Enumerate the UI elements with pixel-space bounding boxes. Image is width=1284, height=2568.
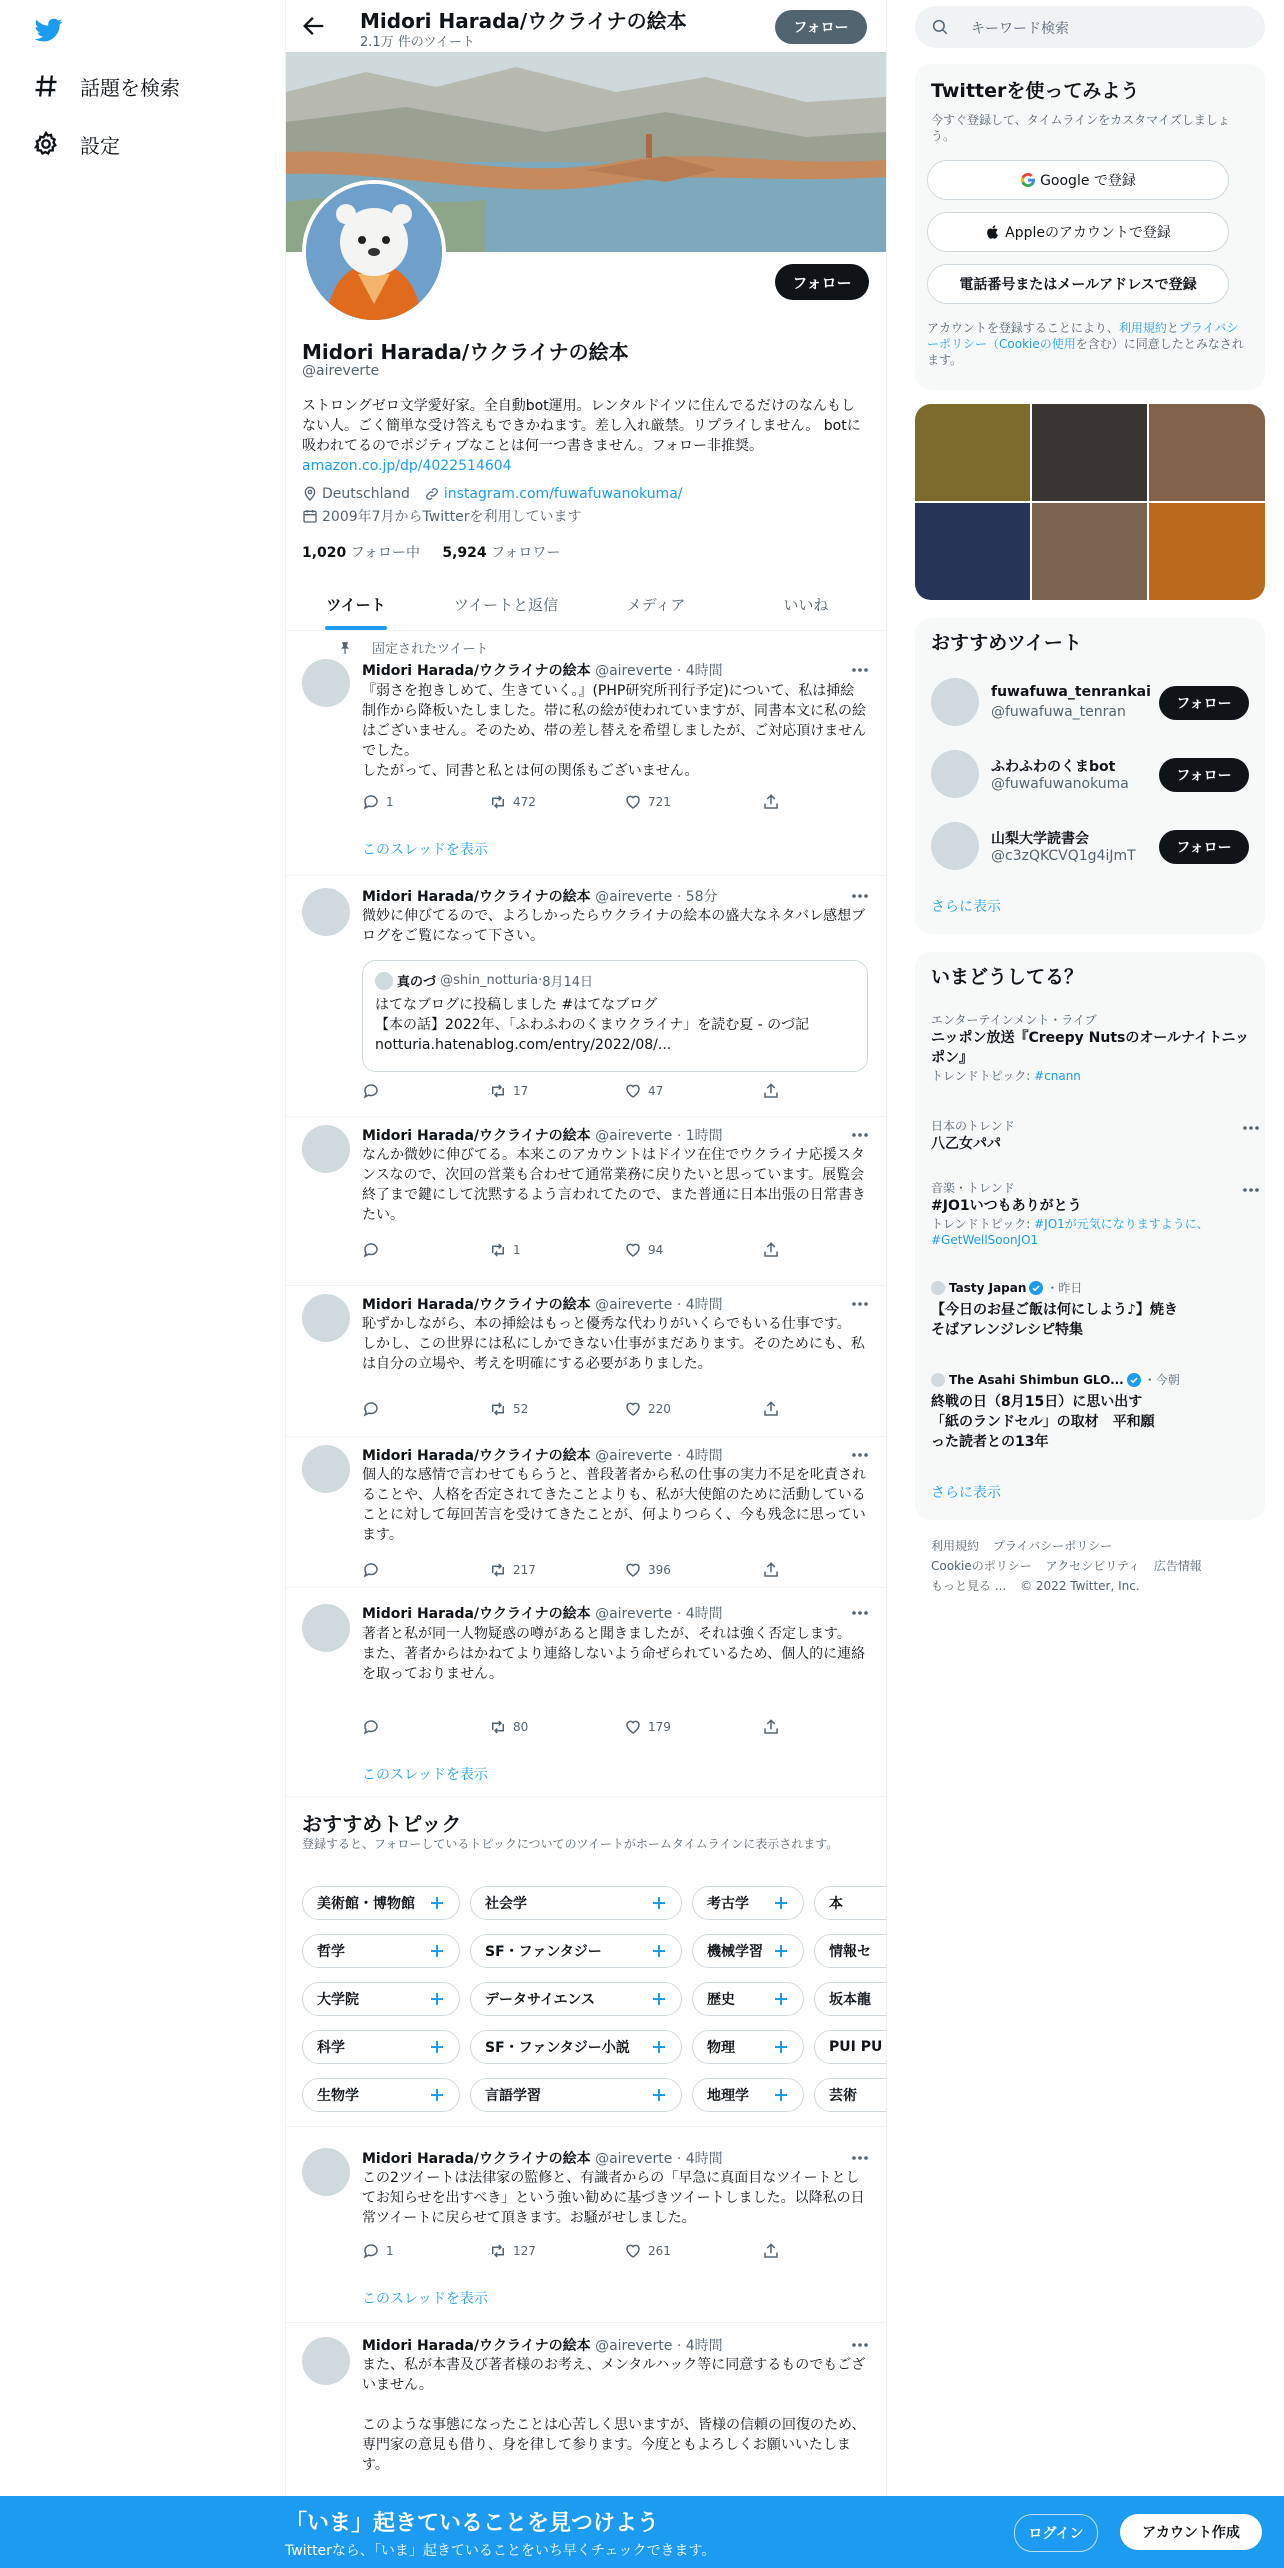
calendar-icon — [302, 508, 318, 524]
topic-chip[interactable]: データサイエンス — [470, 1982, 682, 2016]
footer-cookie-link[interactable]: Cookieのポリシー — [931, 1559, 1032, 1573]
heart-icon — [624, 1561, 642, 1579]
more-options-icon[interactable] — [850, 662, 870, 678]
reply-button[interactable] — [362, 1718, 386, 1736]
user-avatar[interactable] — [931, 750, 979, 798]
topic-chip[interactable]: 言語学習 — [470, 2078, 682, 2112]
more-options-icon[interactable] — [850, 2150, 870, 2166]
followers-link[interactable]: 5,924 フォロワー — [442, 545, 561, 561]
share-icon — [762, 1718, 780, 1736]
heart-icon — [624, 1241, 642, 1259]
tweet-actions — [362, 1241, 792, 1261]
gear-icon — [32, 130, 60, 158]
retweet-button[interactable]: 52 — [489, 1400, 528, 1418]
plus-icon — [649, 1893, 669, 1913]
search-input[interactable]: キーワード検索 — [971, 21, 1069, 37]
tweet-text: なんか微妙に伸びてる。本来このアカウントはドイツ在住でウクライナ応援スタンスなので、次回の営業も合わせて通常業務に戻りたいと思っています。展覧会終了まで鍵にして沈黙するよう言われてたので、また普通に日本出張の日常書きたい。 — [362, 1147, 866, 1223]
search-box[interactable] — [915, 6, 1265, 48]
tweet-actions — [362, 1082, 792, 1102]
show-more-link[interactable]: さらに表示 — [931, 899, 1001, 915]
tweet[interactable] — [286, 876, 886, 1117]
follow-button[interactable]: フォロー — [1159, 830, 1249, 864]
reply-button[interactable]: 1 — [362, 2242, 394, 2260]
more-options-icon[interactable] — [850, 1605, 870, 1621]
reply-button[interactable] — [362, 1561, 386, 1579]
footer-accessibility-link[interactable]: アクセシビリティ — [1045, 1559, 1141, 1573]
more-options-icon[interactable] — [1241, 1120, 1261, 1136]
plus-icon — [649, 2037, 669, 2057]
retweet-button[interactable]: 80 — [489, 1718, 528, 1736]
share-button[interactable] — [762, 1718, 786, 1736]
link-icon — [424, 486, 440, 502]
quoted-tweet-header: 真のづ @shin_notturia · 8月14日 — [375, 971, 593, 990]
topic-chip[interactable]: 哲学 — [302, 1934, 460, 1968]
follow-button[interactable]: フォロー — [1159, 758, 1249, 792]
tweet-text: 個人的な感情で言わせてもらうと、普段著者から私の仕事の実力不足を叱責されることや、人格を否定されてきたことよりも、私が大使館のために活動していることに対して毎回苦言を受けてきたことが、何よりつらく、今も残念に思っています。 — [362, 1467, 866, 1543]
media-thumbnail[interactable] — [915, 503, 1030, 600]
who-to-follow-item[interactable]: ふわふわのくまbot @fuwafuwanokuma フォロー — [915, 738, 1265, 810]
tweet-actions — [362, 1718, 792, 1738]
heart-icon — [624, 1400, 642, 1418]
retweet-icon — [489, 1718, 507, 1736]
share-icon — [762, 1082, 780, 1100]
signup-card — [915, 64, 1265, 390]
topic-chip[interactable]: 機械学習 — [692, 1934, 804, 1968]
trend-item[interactable]: 音楽・トレンド #JO1いつもありがとう トレンドトピック: #JO1が元気になりますように、#GetWellSoonJO1 — [931, 1180, 1251, 1248]
heart-icon — [624, 1082, 642, 1100]
verified-badge-icon — [1029, 1281, 1043, 1295]
tweet-avatar[interactable] — [302, 1294, 350, 1342]
like-button[interactable]: 220 — [624, 1400, 671, 1418]
tweet[interactable] — [286, 631, 886, 876]
more-options-icon[interactable] — [850, 1447, 870, 1463]
follow-button[interactable]: フォロー — [1159, 686, 1249, 720]
plus-icon — [427, 1941, 447, 1961]
trend-topic-link[interactable]: #JO1が元気になりますように、#GetWellSoonJO1 — [931, 1217, 1209, 1247]
topic-chip[interactable]: 情報セ — [814, 1934, 886, 1968]
more-options-icon[interactable] — [850, 888, 870, 904]
profile-bio-link[interactable]: amazon.co.jp/dp/4022514604 — [302, 458, 512, 474]
topic-chip[interactable]: 歴史 — [692, 1982, 804, 2016]
tweet-avatar[interactable] — [302, 1125, 350, 1173]
heart-icon — [624, 793, 642, 811]
topic-chip[interactable]: 社会学 — [470, 1886, 682, 1920]
bottom-bar-subtitle: Twitterなら、「いま」起きていることをいち早くチェックできます。 — [285, 2543, 716, 2559]
topic-chip[interactable]: SF・ファンタジー — [470, 1934, 682, 1968]
tweet-avatar[interactable] — [302, 2148, 350, 2196]
show-thread-link[interactable]: このスレッドを表示 — [362, 1767, 488, 1783]
search-icon — [931, 18, 949, 36]
tweet-avatar[interactable] — [302, 888, 350, 936]
tab-media[interactable]: メディア — [626, 595, 686, 614]
trends-card — [915, 952, 1265, 1520]
phone-email-signup-button[interactable]: 電話番号またはメールアドレスで登録 — [927, 264, 1229, 304]
plus-icon — [649, 1989, 669, 2009]
more-options-icon[interactable] — [850, 1127, 870, 1143]
reply-icon — [362, 1400, 380, 1418]
retweet-icon — [489, 1082, 507, 1100]
reply-icon — [362, 1082, 380, 1100]
header-follow-button[interactable]: フォロー — [775, 10, 867, 44]
quoted-tweet-text: はてなブログに投稿しました #はてなブログ 【本の話】2022年、「ふわふわのくまウクライナ」を読む夏 - のづ記 notturia.hatenablog.com/entry/2022/08/... — [375, 997, 810, 1053]
header-profile-name: Midori Harada/ウクライナの絵本 — [360, 9, 687, 33]
plus-icon — [427, 1893, 447, 1913]
who-to-follow-item[interactable]: fuwafuwa_tenrankai @fuwafuwa_tenran フォロー — [915, 666, 1265, 738]
quoted-avatar — [375, 972, 393, 990]
like-button[interactable]: 47 — [624, 1082, 663, 1100]
signup-legal-text: アカウントを登録することにより、利用規約とプライバシーポリシー（Cookieの使用を含む）に同意したとみなされます。 — [927, 321, 1244, 367]
tweet-header: Midori Harada/ウクライナの絵本 @aireverte · 4時間 — [362, 1606, 723, 1622]
plus-icon — [427, 2085, 447, 2105]
topic-chip[interactable]: 考古学 — [692, 1886, 804, 1920]
plus-icon — [771, 2085, 791, 2105]
cookie-link[interactable]: （Cookieの使用 — [987, 337, 1076, 351]
share-icon — [762, 1561, 780, 1579]
tweet[interactable] — [286, 1117, 886, 1286]
back-arrow-icon[interactable] — [300, 12, 328, 40]
heart-icon — [624, 1718, 642, 1736]
footer-terms-link[interactable]: 利用規約 — [931, 1539, 980, 1553]
tweet-avatar[interactable] — [302, 1445, 350, 1493]
tweet-header: Midori Harada/ウクライナの絵本 @aireverte · 58分 — [362, 889, 718, 905]
header-tweet-count: 2.1万 件のツイート — [360, 35, 475, 50]
footer-ads-link[interactable]: 広告情報 — [1153, 1559, 1202, 1573]
tweet[interactable] — [286, 1588, 886, 1797]
location-pin-icon — [302, 486, 318, 502]
nav-settings[interactable] — [32, 122, 120, 166]
nav-explore-label: 話題を検索 — [80, 75, 180, 100]
bottom-bar-title: 「いま」起きていることを見つけよう — [285, 2511, 660, 2536]
plus-icon — [771, 1893, 791, 1913]
more-options-icon[interactable] — [850, 2337, 870, 2353]
pin-icon — [338, 641, 352, 655]
show-thread-link[interactable]: このスレッドを表示 — [362, 842, 488, 858]
like-button[interactable]: 179 — [624, 1718, 671, 1736]
topic-chip[interactable]: 大学院 — [302, 1982, 460, 2016]
tweet-header: Midori Harada/ウクライナの絵本 @aireverte · 4時間 — [362, 663, 723, 679]
topic-chip[interactable]: 坂本龍 — [814, 1982, 886, 2016]
profile-follow-button[interactable]: フォロー — [775, 264, 869, 300]
tweet[interactable] — [286, 2136, 886, 2323]
who-to-follow-item[interactable]: 山梨大学読書会 @c3zQKCVQ1g4iJmT フォロー — [915, 810, 1265, 882]
more-options-icon[interactable] — [850, 1296, 870, 1312]
reply-button[interactable] — [362, 1400, 386, 1418]
share-icon — [762, 2242, 780, 2260]
retweet-icon — [489, 793, 507, 811]
tab-tweets[interactable]: ツイート — [326, 595, 386, 614]
nav-settings-label: 設定 — [80, 133, 120, 158]
share-button[interactable] — [762, 1400, 786, 1418]
topic-chip[interactable]: PUI PU — [814, 2030, 886, 2064]
media-thumbnail[interactable] — [1032, 404, 1147, 501]
topic-chip[interactable]: 物理 — [692, 2030, 804, 2064]
tweet-avatar[interactable] — [302, 659, 350, 707]
tab-likes[interactable]: いいね — [783, 595, 829, 614]
plus-icon — [771, 2037, 791, 2057]
show-more-link[interactable]: さらに表示 — [931, 1485, 1001, 1501]
heart-icon — [624, 2242, 642, 2260]
like-button[interactable]: 261 — [624, 2242, 671, 2260]
tweet-text: 恥ずかしながら、本の挿絵はもっと優秀な代わりがいくらでもいる仕事です。 しかし、この世界には私にしかできない仕事がまだあります。そのためにも、私は自分の立場や、考えを明確にする必要がありました。 — [362, 1316, 865, 1372]
share-icon — [762, 1241, 780, 1259]
trend-item[interactable]: エンターテインメント・ライブ ニッポン放送『Creepy Nutsのオールナイトニッポン』 トレンドトピック: #cnann — [931, 1013, 1249, 1083]
media-thumbnail[interactable] — [1149, 503, 1265, 600]
plus-icon — [649, 1941, 669, 1961]
tweet-text: また、私が本書及び著者様のお考え、メンタルハック等に同意するものでもございません。 このような事態になったことは心苦しく思いますが、皆様の信頼の回復のため、専門家の意見も借り、身を律して参ります。今度ともよろしくお願いいたします。 — [362, 2357, 866, 2473]
share-button[interactable] — [762, 1241, 786, 1259]
retweet-button[interactable]: 127 — [489, 2242, 536, 2260]
apple-signup-button[interactable]: Appleのアカウントで登録 — [927, 212, 1229, 252]
news-source-avatar — [931, 1373, 945, 1387]
tab-tweets-replies[interactable]: ツイートと返信 — [453, 595, 559, 614]
tweet-header: Midori Harada/ウクライナの絵本 @aireverte · 4時間 — [362, 1448, 723, 1464]
user-avatar[interactable] — [931, 678, 979, 726]
reply-icon — [362, 1241, 380, 1259]
share-button[interactable] — [762, 1561, 786, 1579]
like-button[interactable]: 94 — [624, 1241, 663, 1259]
share-icon — [762, 1400, 780, 1418]
topics-carousel — [286, 1886, 886, 2127]
profile-column — [285, 0, 887, 2568]
tweet-header: Midori Harada/ウクライナの絵本 @aireverte · 4時間 — [362, 2338, 723, 2354]
plus-icon — [771, 1989, 791, 2009]
topic-chip[interactable]: 美術館・博物館 — [302, 1886, 460, 1920]
signup-title: Twitterを使ってみよう — [931, 80, 1140, 102]
active-tab-indicator — [325, 626, 387, 630]
profile-avatar[interactable] — [302, 180, 446, 324]
retweet-button[interactable]: 1 — [489, 1241, 521, 1259]
google-icon — [1020, 172, 1036, 188]
news-item[interactable]: Tasty Japan ・昨日 【今日のお昼ご飯は何にしよう♪】焼きそばアレンジレシピ特集 — [931, 1281, 1178, 1338]
plus-icon — [427, 2037, 447, 2057]
profile-name: Midori Harada/ウクライナの絵本 — [302, 340, 629, 364]
reply-icon — [362, 793, 380, 811]
plus-icon — [649, 2085, 669, 2105]
tweet-avatar[interactable] — [302, 1604, 350, 1652]
footer-privacy-link[interactable]: プライバシーポリシー — [992, 1539, 1113, 1553]
create-account-button[interactable]: アカウント作成 — [1120, 2514, 1262, 2550]
trends-title: いまどうしてる？ — [931, 966, 1084, 988]
pinned-label: 固定されたツイート — [338, 638, 488, 657]
profile-joined — [302, 506, 581, 526]
tweet-actions — [362, 793, 792, 813]
topic-chip[interactable]: 生物学 — [302, 2078, 460, 2112]
recommended-title: おすすめツイート — [931, 632, 1082, 654]
retweet-button[interactable]: 217 — [489, 1561, 536, 1579]
like-button[interactable]: 721 — [624, 793, 671, 811]
twitter-logo-icon[interactable] — [33, 16, 65, 44]
topics-title: おすすめトピック — [302, 1812, 462, 1836]
profile-handle: @aireverte — [302, 363, 380, 379]
profile-joined-text: 2009年7月からTwitterを利用しています — [322, 509, 582, 525]
media-thumbnail[interactable] — [1149, 404, 1265, 501]
share-button[interactable] — [762, 2242, 786, 2260]
verified-badge-icon — [1127, 1373, 1141, 1387]
recommended-card — [915, 618, 1265, 934]
tweet-header: Midori Harada/ウクライナの絵本 @aireverte · 1時間 — [362, 1128, 723, 1144]
tweet-text: 『弱さを抱きしめて、生きていく。』(PHP研究所刊行予定)について、私は挿絵制作から降板いたしました。帯に私の絵が使われていますが、同書本文に私の絵はございません。そのため、帯の差し替えを希望しましたが、ご対応頂けませんでした。 したがって、同書と私とは何の関係もございません。 — [362, 683, 867, 779]
topic-chip[interactable]: 本 — [814, 1886, 886, 1920]
trend-topic-link[interactable]: #cnann — [1034, 1069, 1081, 1083]
hashtag-icon — [32, 72, 60, 100]
reply-button[interactable] — [362, 1241, 386, 1259]
tweet-actions — [362, 2242, 792, 2262]
share-button[interactable] — [762, 793, 786, 811]
profile-location: Deutschland — [322, 486, 410, 502]
news-item[interactable]: The Asahi Shimbun GLO... ・今朝 終戦の日（8月15日）に思い出す「紙のランドセル」の取材 平和願った読者との13年 — [931, 1373, 1180, 1450]
user-avatar[interactable] — [931, 822, 979, 870]
profile-tabs — [286, 578, 886, 631]
profile-follow-stats — [302, 542, 560, 562]
privacy-link[interactable]: プライバシーポリシー — [927, 321, 1239, 351]
topics-subtitle: 登録すると、フォローしているトピックについてのツイートがホームタイムラインに表示されます。 — [302, 1837, 839, 1851]
tweet[interactable] — [286, 2323, 886, 2503]
tweet-actions — [362, 1400, 792, 1420]
reply-icon — [362, 2242, 380, 2260]
footer-more-link[interactable]: もっと見る ... — [931, 1579, 1007, 1593]
reply-button[interactable]: 1 — [362, 793, 394, 811]
share-icon — [762, 793, 780, 811]
plus-icon — [427, 1989, 447, 2009]
signup-bottom-bar — [0, 2496, 1284, 2568]
tweet[interactable] — [286, 1437, 886, 1588]
reply-button[interactable] — [362, 1082, 386, 1100]
tweet-header: Midori Harada/ウクライナの絵本 @aireverte · 4時間 — [362, 2151, 723, 2167]
news-source-avatar — [931, 1281, 945, 1295]
tweet-actions — [362, 1561, 792, 1581]
profile-meta — [302, 486, 683, 502]
profile-header-bar — [286, 0, 886, 52]
media-grid — [915, 404, 1265, 600]
signup-subtitle: 今すぐ登録して、タイムラインをカスタマイズしましょう。 — [931, 113, 1230, 143]
terms-link[interactable]: 利用規約 — [1118, 321, 1167, 335]
like-button[interactable]: 396 — [624, 1561, 671, 1579]
footer-copyright: © 2022 Twitter, Inc. — [1020, 1579, 1140, 1593]
tweet-text: この2ツイートは法律家の監修と、有識者からの「早急に真面目なツイートとしてお知らせを出すべき」という強い勧めに基づきツイートしました。以降私の日常ツイートに戻らせて頂きます。お騒がせしました。 — [362, 2170, 865, 2226]
google-signup-button[interactable]: Google で登録 — [927, 160, 1229, 200]
show-thread-link[interactable]: このスレッドを表示 — [362, 2291, 488, 2307]
trend-item[interactable]: 日本のトレンド 八乙女パパ — [931, 1118, 1251, 1154]
retweet-icon — [489, 1241, 507, 1259]
reply-icon — [362, 1718, 380, 1736]
topic-chip[interactable]: 芸術 — [814, 2078, 886, 2112]
topic-chip[interactable]: 科学 — [302, 2030, 460, 2064]
retweet-button[interactable]: 17 — [489, 1082, 528, 1100]
retweet-button[interactable]: 472 — [489, 793, 536, 811]
tweet-header: Midori Harada/ウクライナの絵本 @aireverte · 4時間 — [362, 1297, 723, 1313]
topic-chip[interactable]: 地理学 — [692, 2078, 804, 2112]
share-button[interactable] — [762, 1082, 786, 1100]
plus-icon — [771, 1941, 791, 1961]
retweet-icon — [489, 1400, 507, 1418]
profile-bio-text: ストロングゼロ文学愛好家。全自動bot運用。レンタルドイツに住んでるだけのなんもしない人。ごく簡単な受け答えもできかねます。差し入れ厳禁。リプライしません。 botに吸われてるのでポジティブなことは何一つ書きません。フォロー非推奨。 — [302, 398, 861, 454]
profile-bio — [302, 396, 868, 476]
footer-links — [931, 1536, 1251, 1596]
media-thumbnail[interactable] — [915, 404, 1030, 501]
profile-website-link[interactable]: instagram.com/fuwafuwanokuma/ — [443, 486, 683, 502]
following-link[interactable]: 1,020 フォロー中 — [302, 545, 421, 561]
nav-explore[interactable] — [32, 64, 180, 108]
reply-icon — [362, 1561, 380, 1579]
retweet-icon — [489, 1561, 507, 1579]
login-button[interactable]: ログイン — [1014, 2514, 1098, 2552]
tweet[interactable] — [286, 1286, 886, 1437]
apple-icon — [985, 224, 1001, 240]
retweet-icon — [489, 2242, 507, 2260]
tweet-text: 微妙に伸びてるので、よろしかったらウクライナの絵本の盛大なネタバレ感想ブログをご覧になって下さい。 — [362, 908, 866, 944]
tweet-avatar[interactable] — [302, 2337, 350, 2385]
quoted-tweet[interactable] — [362, 960, 868, 1072]
tweet-text: 著者と私が同一人物疑惑の噂があると聞きましたが、それは強く否定します。 また、著者からはかねてより連絡しないよう命ぜられているため、個人的に連絡を取っておりません。 — [362, 1626, 866, 1682]
more-options-icon[interactable] — [1241, 1182, 1261, 1198]
media-thumbnail[interactable] — [1032, 503, 1147, 600]
topic-chip[interactable]: SF・ファンタジー小説 — [470, 2030, 682, 2064]
